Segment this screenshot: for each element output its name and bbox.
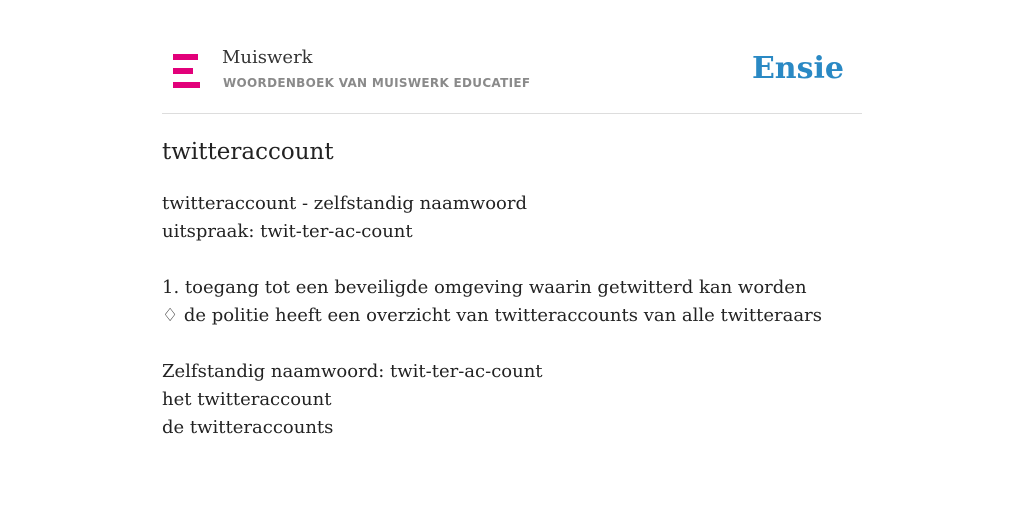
entry-content bbox=[162, 190, 862, 442]
brand-subtitle: WOORDENBOEK VAN MUISWERK EDUCATIEF bbox=[223, 76, 531, 90]
site-header bbox=[162, 0, 862, 114]
entry-singular: het twitteraccount bbox=[162, 389, 332, 410]
entry-plural: de twitteraccounts bbox=[162, 417, 334, 438]
ensie-logo[interactable]: Ensie bbox=[751, 51, 844, 86]
entry-pos-line: twitteraccount - zelfstandig naamwoord bbox=[162, 193, 528, 214]
entry-example: ♢ de politie heeft een overzicht van twitteraccounts van alle twitteraars bbox=[162, 305, 822, 326]
brand-name[interactable]: Muiswerk bbox=[222, 47, 313, 68]
entry-title: twitteraccount bbox=[162, 139, 334, 165]
entry-noun-hyphenation: Zelfstandig naamwoord: twit-ter-ac-count bbox=[162, 361, 543, 382]
blank-line bbox=[162, 246, 862, 274]
entry-pronunciation: uitspraak: twit-ter-ac-count bbox=[162, 221, 413, 242]
muiswerk-logo-icon[interactable] bbox=[173, 54, 200, 88]
blank-line bbox=[162, 330, 862, 358]
entry-definition: 1. toegang tot een beveiligde omgeving waarin getwitterd kan worden bbox=[162, 277, 807, 298]
